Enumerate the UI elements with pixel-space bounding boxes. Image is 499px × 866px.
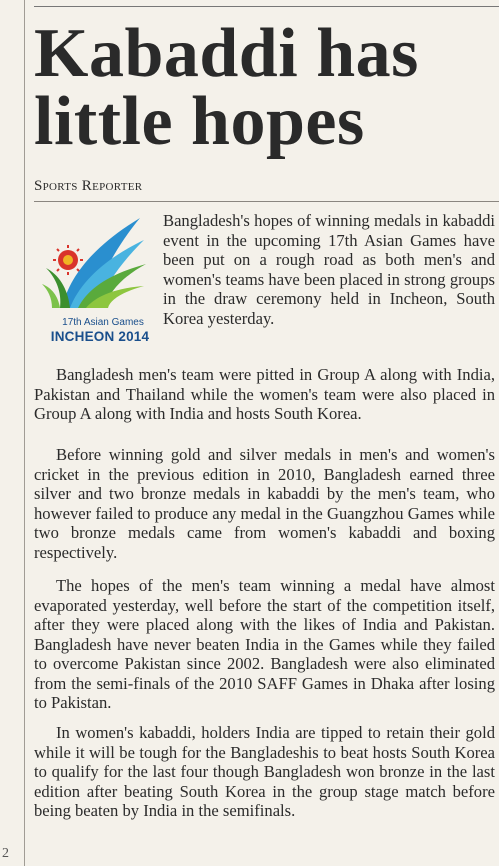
- asian-games-logo: [40, 212, 160, 354]
- article-paragraph-2: Bangladesh men's team were pitted in Group A along with India, Pakistan and Thailand while the women's team were also placed in Group A along with India and hosts South Korea.: [34, 365, 495, 423]
- article-paragraph-4: The hopes of the men's team winning a medal have almost evaporated yesterday, well before the start of the competition itself, after they were placed along with the likes of India and Pakistan. Bangladesh have never beaten India in the Games while they failed to overcome Pakistan since 2002. Bangladesh were also eliminated from the semi-finals of the 2010 SAFF Games in Dhaka after losing to Pakistan.: [34, 576, 495, 712]
- article-paragraph-3: Before winning gold and silver medals in men's and women's cricket in the previous edition in 2010, Bangladesh earned three silver and two bronze medals in kabaddi by the men's team, who however failed to produce any medal in the Guangzhou Games while two bronze medals came from women's kabaddi and boxing respectively.: [34, 445, 495, 562]
- article-paragraph-1: Bangladesh's hopes of winning medals in kabaddi event in the upcoming 17th Asian Games have been put on a rough road as both men's and women's teams have been placed in strong groups in the draw ceremony held in Incheon, South Korea yesterday.: [163, 211, 495, 328]
- article-paragraph-5: In women's kabaddi, holders India are tipped to retain their gold while it will be tough for the Bangladeshis to beat hosts South Korea to qualify for the last four though Bangladesh won bronze in the last edition after beating South Korea in the group stage match before being beaten by India in the semifinals.: [34, 723, 495, 820]
- top-rule: [34, 6, 499, 7]
- headline: [34, 15, 499, 160]
- headline-line-2: little hopes: [34, 83, 365, 160]
- byline: Sports Reporter: [34, 178, 143, 194]
- adjacent-column-mark: 2: [2, 846, 9, 861]
- logo-caption: 17th Asian Games: [62, 317, 144, 328]
- asian-games-emblem-icon: [40, 212, 160, 317]
- headline-line-1: Kabaddi has: [34, 15, 419, 92]
- logo-title: INCHEON 2014: [50, 329, 150, 344]
- adjacent-column-edge: [0, 0, 25, 866]
- byline-rule: [34, 201, 499, 202]
